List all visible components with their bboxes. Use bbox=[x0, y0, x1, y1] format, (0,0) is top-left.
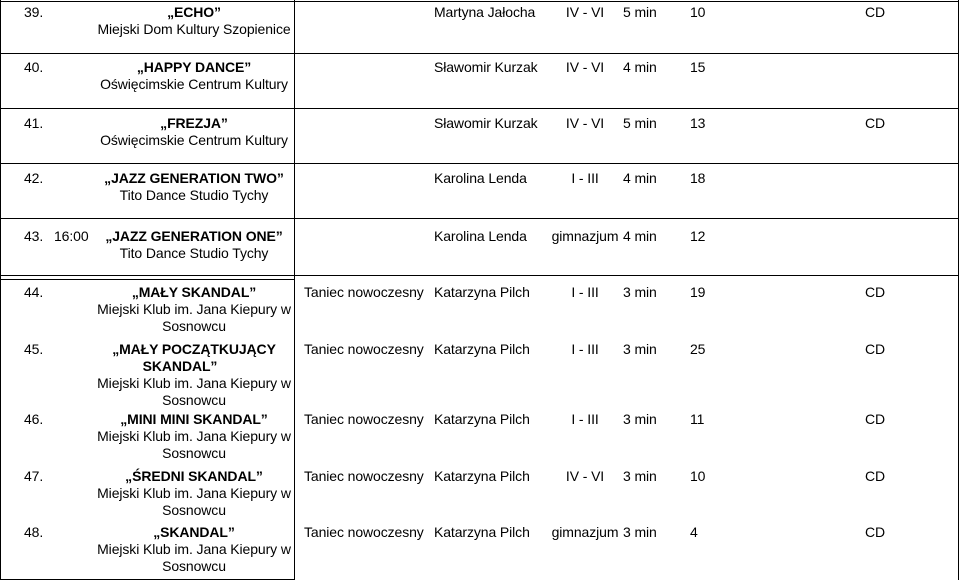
entry-count: 15 bbox=[690, 59, 706, 75]
row-divider bbox=[0, 218, 959, 219]
entry-age: gimnazjum bbox=[551, 524, 619, 540]
entry-instructor: Katarzyna Pilch bbox=[434, 524, 530, 540]
entry-name: „MAŁY POCZĄTKUJĄCY bbox=[112, 341, 276, 357]
entry-number: 40. bbox=[24, 59, 44, 75]
entry-category: Taniec nowoczesny bbox=[304, 341, 424, 357]
entry-name: „SKANDAL” bbox=[153, 524, 235, 540]
entry-instructor: Katarzyna Pilch bbox=[434, 284, 530, 300]
entry-organization: Sosnowcu bbox=[162, 502, 226, 518]
entry-organization: Sosnowcu bbox=[162, 558, 226, 574]
entry-media: CD bbox=[865, 4, 886, 20]
entry-instructor: Katarzyna Pilch bbox=[434, 468, 530, 484]
entry-count: 4 bbox=[690, 524, 698, 540]
entry-category: Taniec nowoczesny bbox=[304, 284, 424, 300]
entry-age: gimnazjum bbox=[551, 228, 619, 244]
entry-age: IV - VI bbox=[565, 59, 605, 75]
entry-duration: 4 min bbox=[623, 228, 657, 244]
entry-duration: 3 min bbox=[623, 468, 657, 484]
entry-count: 10 bbox=[690, 468, 706, 484]
entry-age: I - III bbox=[571, 284, 599, 300]
entry-instructor: Karolina Lenda bbox=[434, 170, 527, 186]
entry-organization: Miejski Klub im. Jana Kiepury w bbox=[97, 541, 291, 557]
entry-organization: Miejski Dom Kultury Szopienice bbox=[97, 21, 291, 37]
entry-name-cont: SKANDAL” bbox=[142, 358, 218, 374]
entry-name: „MAŁY SKANDAL” bbox=[131, 284, 257, 300]
entry-organization: Oświęcimskie Centrum Kultury bbox=[100, 76, 288, 92]
entry-time: 16:00 bbox=[54, 228, 89, 244]
entry-name: „JAZZ GENERATION TWO” bbox=[104, 170, 284, 186]
entry-organization: Miejski Klub im. Jana Kiepury w bbox=[97, 301, 291, 317]
entry-organization: Miejski Klub im. Jana Kiepury w bbox=[97, 428, 291, 444]
entry-duration: 3 min bbox=[623, 341, 657, 357]
entry-age: IV - VI bbox=[565, 115, 605, 131]
entry-instructor: Martyna Jałocha bbox=[434, 4, 536, 20]
entry-age: IV - VI bbox=[565, 468, 605, 484]
entry-duration: 3 min bbox=[623, 524, 657, 540]
entry-instructor: Sławomir Kurzak bbox=[434, 59, 538, 75]
entry-instructor: Katarzyna Pilch bbox=[434, 341, 530, 357]
entry-age: I - III bbox=[571, 341, 599, 357]
column-divider bbox=[294, 0, 295, 580]
entry-number: 48. bbox=[24, 524, 44, 540]
entry-name: „ŚREDNI SKANDAL” bbox=[125, 468, 263, 484]
row-divider bbox=[0, 163, 959, 164]
entry-organization: Tito Dance Studio Tychy bbox=[119, 187, 269, 203]
entry-organization: Miejski Klub im. Jana Kiepury w bbox=[97, 375, 291, 391]
entry-name: „ECHO” bbox=[167, 4, 221, 20]
entry-media: CD bbox=[865, 284, 886, 300]
entry-media: CD bbox=[865, 115, 886, 131]
entry-organization: Sosnowcu bbox=[162, 392, 226, 408]
entry-category: Taniec nowoczesny bbox=[304, 411, 424, 427]
entry-count: 19 bbox=[690, 284, 706, 300]
entry-category: Taniec nowoczesny bbox=[304, 524, 424, 540]
row-divider bbox=[0, 275, 959, 276]
entry-organization: Sosnowcu bbox=[162, 445, 226, 461]
entry-name: „JAZZ GENERATION ONE” bbox=[105, 228, 283, 244]
entry-count: 11 bbox=[690, 411, 705, 427]
entry-media: CD bbox=[865, 411, 886, 427]
entry-count: 18 bbox=[690, 170, 706, 186]
row-divider bbox=[0, 279, 294, 280]
entry-name: „HAPPY DANCE” bbox=[136, 59, 252, 75]
entry-number: 44. bbox=[24, 284, 44, 300]
entry-organization: Sosnowcu bbox=[162, 318, 226, 334]
entry-number: 47. bbox=[24, 468, 44, 484]
entry-number: 42. bbox=[24, 170, 44, 186]
entry-duration: 4 min bbox=[623, 59, 657, 75]
entry-instructor: Karolina Lenda bbox=[434, 228, 527, 244]
entry-count: 12 bbox=[690, 228, 706, 244]
entry-count: 13 bbox=[690, 115, 706, 131]
entry-organization: Oświęcimskie Centrum Kultury bbox=[100, 132, 288, 148]
entry-name: „MINI MINI SKANDAL” bbox=[120, 411, 268, 427]
row-divider bbox=[0, 53, 959, 54]
entry-organization: Tito Dance Studio Tychy bbox=[119, 245, 269, 261]
entry-count: 10 bbox=[690, 4, 706, 20]
row-divider bbox=[0, 1, 959, 2]
entry-age: I - III bbox=[571, 411, 599, 427]
entry-media: CD bbox=[865, 524, 886, 540]
entry-duration: 3 min bbox=[623, 284, 657, 300]
entry-duration: 4 min bbox=[623, 170, 657, 186]
entry-number: 46. bbox=[24, 411, 44, 427]
entry-organization: Miejski Klub im. Jana Kiepury w bbox=[97, 485, 291, 501]
entry-number: 39. bbox=[24, 4, 44, 20]
entry-number: 41. bbox=[24, 115, 44, 131]
entry-instructor: Sławomir Kurzak bbox=[434, 115, 538, 131]
entry-number: 45. bbox=[24, 341, 44, 357]
entry-duration: 5 min bbox=[623, 4, 657, 20]
entry-age: I - III bbox=[571, 170, 599, 186]
column-divider bbox=[0, 0, 1, 580]
row-divider bbox=[0, 108, 959, 109]
entry-duration: 3 min bbox=[623, 411, 657, 427]
entry-number: 43. bbox=[24, 228, 44, 244]
entry-category: Taniec nowoczesny bbox=[304, 468, 424, 484]
entry-duration: 5 min bbox=[623, 115, 657, 131]
entry-age: IV - VI bbox=[565, 4, 605, 20]
entry-media: CD bbox=[865, 341, 886, 357]
entry-name: „FREZJA” bbox=[160, 115, 228, 131]
entry-instructor: Katarzyna Pilch bbox=[434, 411, 530, 427]
entry-media: CD bbox=[865, 468, 886, 484]
entry-count: 25 bbox=[690, 341, 706, 357]
